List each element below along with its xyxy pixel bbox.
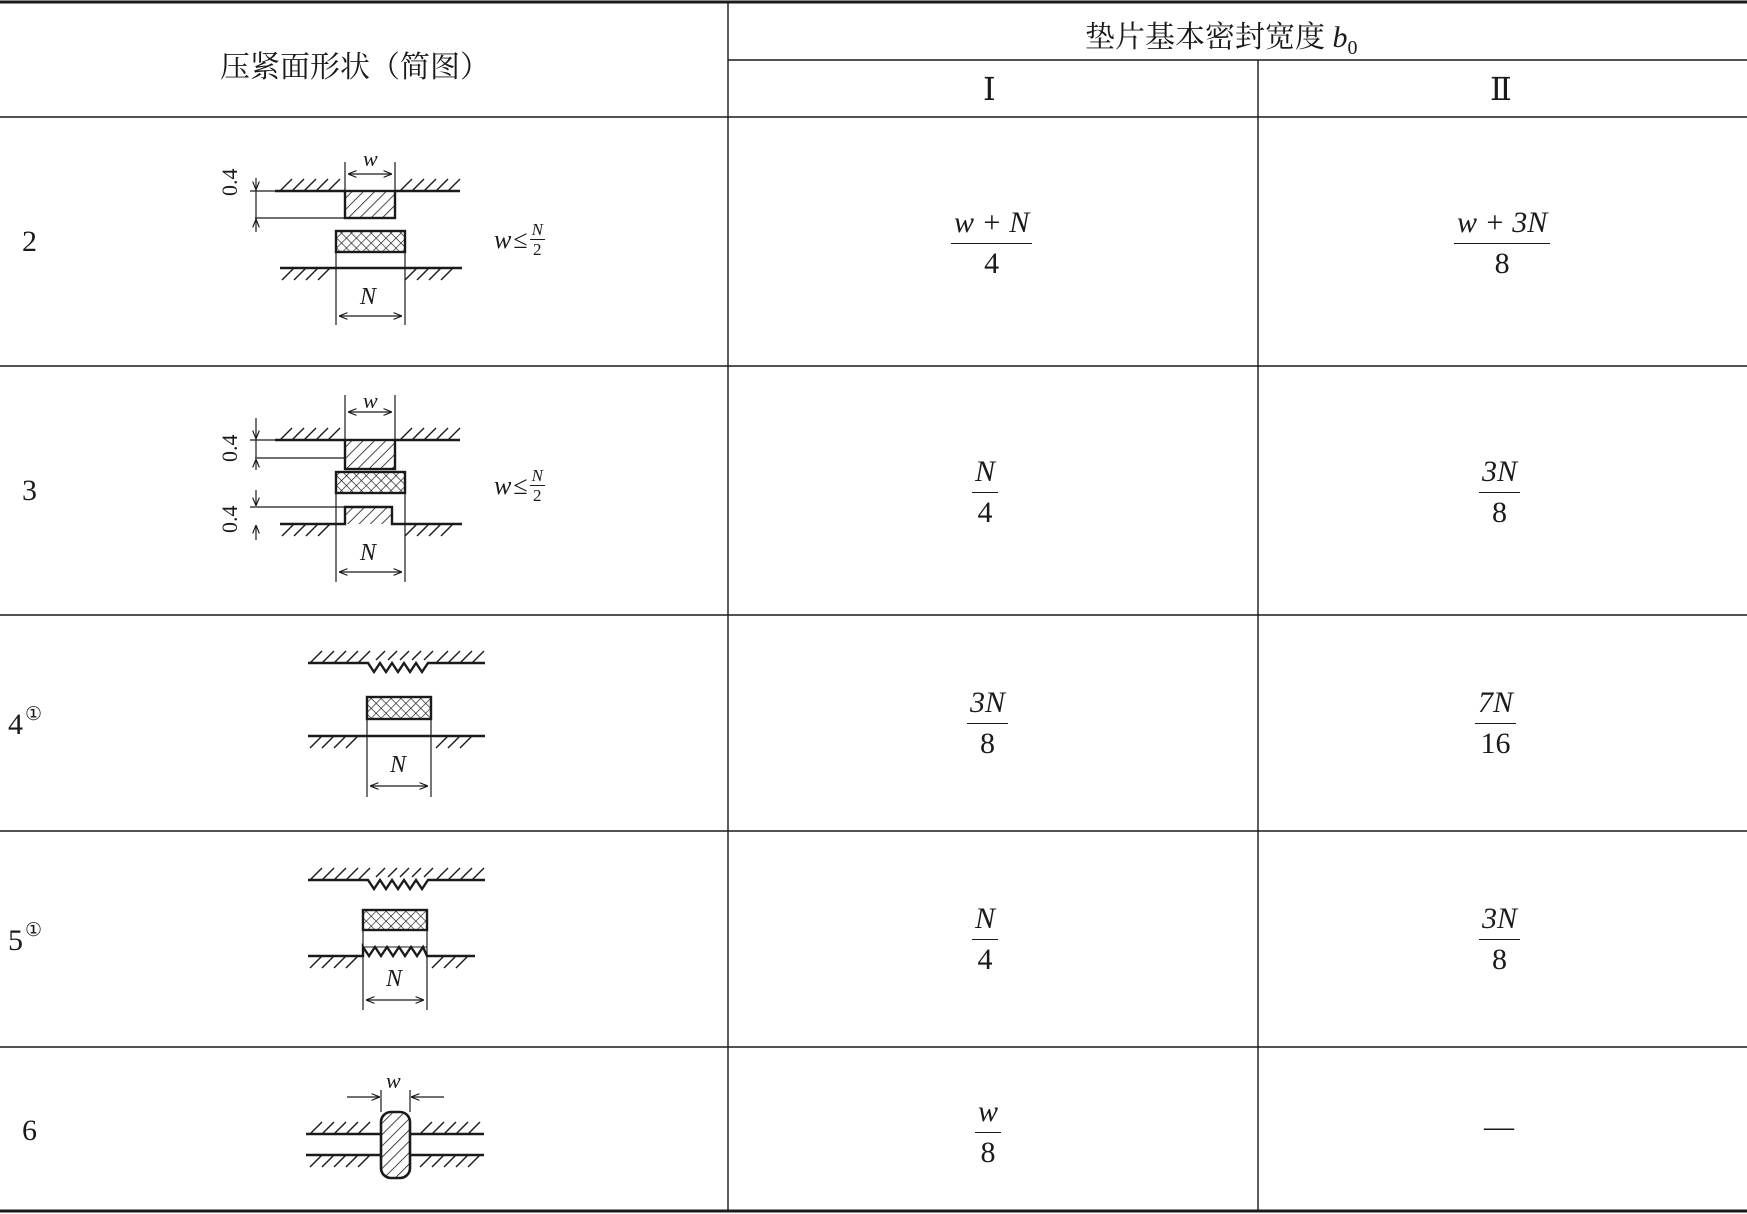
header-col-II: Ⅱ (1490, 71, 1512, 107)
row-id (22, 225, 37, 259)
sketch-label-N: N (386, 966, 403, 992)
value-col2-row3 (1479, 455, 1520, 530)
value-col1-row2 (951, 206, 1032, 281)
condition-num: N (531, 220, 543, 239)
value-col1-row5 (972, 902, 998, 977)
fraction-numerator: N (972, 902, 998, 940)
condition-lhs: w (494, 470, 512, 500)
sketch-row-2 (250, 162, 462, 325)
sketch-label-w: w (363, 146, 378, 171)
header-col-I: Ⅰ (983, 71, 996, 107)
fraction-numerator: w (975, 1095, 1001, 1133)
fraction-denominator: 4 (984, 247, 1000, 280)
fraction-numerator: N (972, 455, 998, 493)
fraction-denominator: 8 (1492, 496, 1507, 529)
condition-fraction (530, 466, 545, 505)
fraction-denominator: 8 (980, 1136, 996, 1169)
row-id-text: 3 (22, 474, 37, 507)
condition-fraction (530, 220, 545, 259)
condition-lhs: w (494, 224, 512, 254)
value-col1-row3 (972, 455, 998, 530)
fraction-numerator: w + 3N (1454, 206, 1550, 244)
row-id-text: 2 (22, 225, 37, 258)
sketch-label-w: w (386, 1068, 401, 1093)
row-id-text: 5 (8, 924, 23, 957)
header-group-symbol: b (1332, 21, 1348, 54)
fraction-numerator: 7N (1475, 686, 1516, 724)
sketch-label-w: w (363, 388, 378, 413)
fraction-denominator: 8 (1492, 943, 1507, 976)
row-id (22, 1114, 37, 1148)
row-id (8, 704, 43, 742)
fraction-denominator: 8 (980, 727, 995, 760)
value-col2-row4 (1475, 686, 1516, 761)
fraction-denominator: 4 (977, 496, 993, 529)
sketch-label-dim: 0.4 (217, 434, 242, 462)
row-id-text: 4 (8, 708, 23, 741)
sketch-label-N: N (360, 284, 377, 310)
sketch-condition (494, 220, 545, 259)
sketch-label-dim: 0.4 (217, 505, 242, 533)
sketch-label-N: N (360, 540, 377, 566)
footnote-mark: ① (25, 920, 43, 941)
value-col2-row2 (1454, 206, 1550, 281)
sketch-label-dim: 0.4 (217, 168, 242, 196)
value-col1-row6 (975, 1095, 1001, 1170)
sketch-row-3 (250, 395, 462, 582)
condition-den: 2 (533, 240, 542, 259)
row-id-text: 6 (22, 1114, 37, 1147)
fraction-numerator: 3N (967, 686, 1008, 724)
fraction-numerator: 3N (1479, 455, 1520, 493)
row-id (8, 920, 43, 958)
header-group-title: 垫片基本密封宽度 (1085, 21, 1325, 54)
condition-rel: ≤ (513, 224, 528, 254)
sketch-condition (494, 466, 545, 505)
fraction-denominator: 8 (1494, 247, 1510, 280)
header-group-subscript: 0 (1347, 37, 1358, 59)
condition-num: N (531, 466, 543, 485)
header-seal-width-title (1085, 12, 1358, 60)
row-id (22, 474, 37, 508)
value-col1-row4 (967, 686, 1008, 761)
condition-den: 2 (533, 486, 542, 505)
fraction-numerator: 3N (1479, 902, 1520, 940)
value-col2-row6-dash: — (1484, 1110, 1514, 1143)
value-col2-row5 (1479, 902, 1520, 977)
fraction-denominator: 4 (977, 943, 993, 976)
fraction-numerator: w + N (951, 206, 1032, 244)
header-shape-column: 压紧面形状（简图） (220, 51, 490, 84)
sketch-label-N: N (390, 752, 407, 778)
footnote-mark: ① (25, 704, 43, 725)
fraction-denominator: 16 (1480, 727, 1511, 760)
sketch-row-6 (306, 1090, 484, 1178)
condition-rel: ≤ (513, 470, 528, 500)
